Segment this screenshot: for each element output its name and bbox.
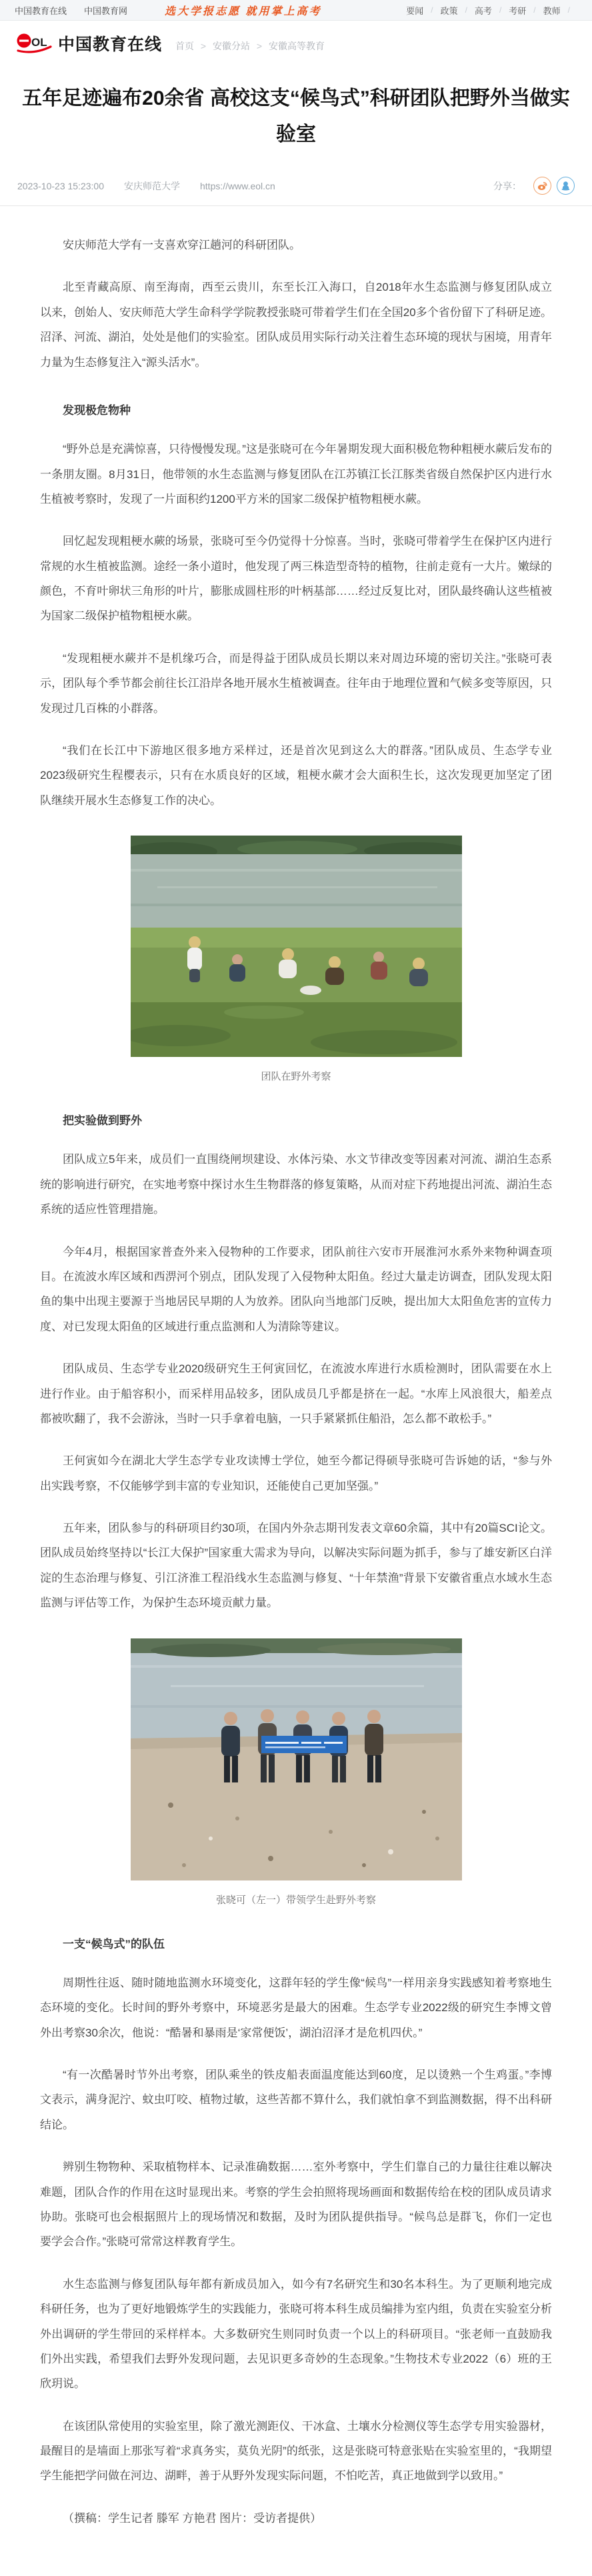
article-paragraph: 在该团队常使用的实验室里，除了激光测距仪、干冰盒、土壤水分检测仪等生态学专用实验器材，最醒目的是墙面上那张写着“求真务实，莫负光阴”的纸张，这是张晓可特意张贴在实验室里的，“我期望学生能把学问做在河边、湖畔，善于从野外发现实际问题，不怕吃苦，真正地做到学以致用。”	[40, 2419, 552, 2483]
article-paragraph: 周期性往返、随时随地监测水环境变化，这群年轻的学生像“候鸟”一样用亲身实践感知着考察地生态环境的变化。长时间的野外考察中，环境恶劣是最大的困难。生态学专业2022级的研究生李博文曾外出考察30余次，他说：“酷暑和暴雨是‘家常便饭’，湖泊沼泽才是危机四伏。”	[40, 1976, 552, 2039]
nav-separator: /	[499, 5, 502, 15]
nav-separator: /	[431, 5, 433, 15]
article-source: 安庆师范大学	[124, 180, 180, 191]
nav-separator: /	[567, 5, 570, 15]
breadcrumb-arrow: >	[200, 41, 207, 51]
article-paragraph: 今年4月，根据国家普查外来入侵物种的工作要求，团队前往六安市开展淮河水系外来物种调查项目。在流波水库区域和西淠河个别点，团队发现了入侵物种太阳鱼。经过大量走访调查，团队发现太阳鱼的集中出现主要源于当地居民早期的人为放养。团队向当地部门反映，提出加大太阳鱼危害的宣传力度、对已发现太阳鱼的区域进行重点监测和人为清除等建议。	[40, 1245, 552, 1333]
eol-logo[interactable]	[16, 31, 162, 55]
article-paragraph: 辨别生物物种、采取植物样本、记录准确数据……室外考察中，学生们靠自己的力量往往难以解决难题，团队合作的作用在这时显现出来。考察的学生会拍照将现场画面和数据传给在校的团队成员请求协助。张晓可也会根据照片上的现场情况和数据，及时为团队提供指导。“候鸟总是群飞，你们一定也要学会合作。”张晓可常常这样教育学生。	[40, 2161, 552, 2249]
share-label: 分享：	[493, 180, 521, 191]
top-bar	[0, 0, 592, 21]
article-paragraph: 王何寅如今在湖北大学生态学专业攻读博士学位，她至今都记得硕导张晓可告诉她的话，“参与外出实践考察，不仅能够学到丰富的专业知识，还能使自己更加坚强。”	[40, 1454, 552, 1492]
logo-text: 中国教育在线	[58, 35, 163, 54]
section-heading: 发现极危物种	[63, 403, 131, 417]
section-heading: 把实验做到野外	[63, 1114, 142, 1128]
topbar-link-edu-net[interactable]: 中国教育网	[84, 5, 128, 16]
slogan-banner[interactable]: 选大学报志愿 就用掌上高考	[165, 5, 322, 17]
breadcrumb-home[interactable]: 首页	[175, 41, 195, 51]
article-paragraph: 回忆起发现粗梗水蕨的场景，张晓可至今仍觉得十分惊喜。当时，张晓可带着学生在保护区内进行常规的水生植被监测。途经一条小道时，他发现了两三株造型奇特的植物，往前走竟有一大片。嫩绿的颜色，不育叶卵状三角形的叶片，膨胀成圆柱形的叶柄基部……经过反复比对，团队最终确认这些植被为国家二级保护植物粗梗水蕨。	[40, 535, 552, 623]
nav-item-kaoyan[interactable]: 考研	[509, 5, 527, 16]
article-paragraph: 团队成员、生态学专业2020级研究生王何寅回忆，在流波水库进行水质检测时，团队需要在水上进行作业。由于船容积小，而采样用品较多，团队成员几乎都是挤在一起。“水库上风浪很大，船差点都被吹翻了，我不会游泳，当时一只手拿着电脑，一只手紧紧抓住船沿，怎么都不敢松手。”	[40, 1362, 552, 1425]
share-bar	[493, 177, 575, 195]
nav-item-zhengce[interactable]: 政策	[440, 5, 458, 16]
group-photo	[131, 1638, 462, 1880]
article-paragraph: 北至青藏高原、南至海南，西至云贵川，东至长江入海口，自2018年水生态监测与修复团队成立以来，创始人、安庆师范大学生命科学学院教授张晓可带着学生们在全国20多个省份留下了科研足迹。沼泽、河流、湖泊，处处是他们的实验室。团队成员用实际行动关注着生态环境的现状与困境，用青年力量为生态修复注入“源头活水”。	[40, 281, 552, 369]
article-paragraph: 团队成立5年来，成员们一直围绕闸坝建设、水体污染、水文节律改变等因素对河流、湖泊生态系统的影响进行研究，在实地考察中探讨水生生物群落的修复策略，从而对症下药地提出河流、湖泊生态系统的适应性管理措施。	[40, 1153, 552, 1216]
article-paragraph: “我们在长江中下游地区很多地方采样过，还是首次见到这么大的群落。”团队成员、生态学专业2023级研究生程樱表示，只有在水质良好的区域，粗梗水蕨才会大面积生长，这次发现更加坚定了团队继续开展水生态修复工作的决心。	[40, 744, 552, 807]
article-body	[0, 206, 592, 2576]
qq-share-icon[interactable]	[557, 177, 575, 195]
breadcrumb-anhui-station[interactable]: 安徽分站	[212, 41, 250, 51]
nav-separator: /	[533, 5, 536, 15]
article-paragraph: （撰稿：学生记者 滕军 方艳君 图片：受访者提供）	[63, 2511, 322, 2525]
svg-text:OL: OL	[31, 36, 47, 49]
page-title: 五年足迹遍布20余省 高校这支“候鸟式”科研团队把野外当做实验室	[22, 87, 570, 145]
nav-item-yaowen[interactable]: 要闻	[406, 5, 424, 16]
breadcrumb-arrow: >	[256, 41, 263, 51]
nav-item-jiaoshi[interactable]: 教师	[543, 5, 561, 16]
team-banner	[261, 1736, 347, 1753]
article-photo-group	[40, 1638, 552, 1908]
field-survey-photo	[131, 836, 462, 1057]
nav-item-gaokao[interactable]: 高考	[474, 5, 492, 16]
article-paragraph: “发现粗梗水蕨并不是机缘巧合，而是得益于团队成员长期以来对周边环境的密切关注。”张晓可表示，团队每个季节都会前往长江沿岸各地开展水生植被调查。往年由于地理位置和气候多变等原因，只发现过几百株的小群落。	[40, 652, 552, 715]
article-paragraph: “有一次酷暑时节外出考察，团队乘坐的铁皮船表面温度能达到60度，足以烫熟一个生鸡蛋。”李博文表示，满身泥泞、蚊虫叮咬、植物过敏，这些苦都不算什么，我们就怕拿不到监测数据，得不出科研结论。	[40, 2069, 552, 2131]
publish-date: 2023-10-23 15:23:00	[17, 180, 104, 191]
article-paragraph: 水生态监测与修复团队每年都有新成员加入，如今有7名研究生和30名本科生。为了更顺利地完成科研任务，也为了更好地锻炼学生的实践能力，张晓可将本科生成员编排为室内组，负责在实验室分析外出调研的学生带回的采样样本。大多数研究生则同时负责一个以上的科研项目。“张老师一直鼓励我们外出实践，希望我们去野外发现问题，去见识更多奇妙的生态现象。”生物技术专业2022（6）班的王欣玥说。	[40, 2277, 552, 2391]
nav-separator: /	[465, 5, 467, 15]
section-heading: 一支“候鸟式”的队伍	[63, 1937, 165, 1951]
source-url-link[interactable]: https://www.eol.cn	[200, 180, 275, 191]
breadcrumb	[175, 39, 325, 53]
site-header	[0, 21, 592, 63]
weibo-share-icon[interactable]	[533, 177, 551, 195]
breadcrumb-anhui-higher-edu[interactable]: 安徽高等教育	[268, 41, 325, 51]
topbar-link-eol[interactable]: 中国教育在线	[15, 5, 67, 16]
photo-caption: 团队在野外考察	[261, 1071, 331, 1083]
article-paragraph: 安庆师范大学有一支喜欢穿江趟河的科研团队。	[63, 239, 301, 251]
person-figure	[187, 936, 202, 982]
article-paragraph: “野外总是充满惊喜，只待慢慢发现。”这是张晓可在今年暑期发现大面积极危物种粗梗水蕨后发布的一条朋友圈。8月31日，他带领的水生态监测与修复团队在江苏镇江长江豚类省级自然保护区内进行水生植被考察时，发现了一片面积约1200平方米的国家二级保护植物粗梗水蕨。	[40, 443, 552, 505]
photo-caption: 张晓可（左一）带领学生赴野外考察	[215, 1894, 376, 1906]
article-meta	[0, 173, 592, 206]
article-paragraph: 五年来，团队参与的科研项目约30项，在国内外杂志期刊发表文章60余篇，其中有20篇SCI论文。团队成员始终坚持以“长江大保护”国家重大需求为导向，以解决实际问题为抓手，参与了雄安新区白洋淀的生态治理与修复、引江济淮工程沿线水生态监测与修复、“十年禁渔”背景下安徽省重点水域水生态监测与评估等工作，为保护生态环境贡献力量。	[40, 1522, 552, 1610]
article-photo-field-survey	[40, 836, 552, 1085]
eol-logo-icon	[16, 33, 52, 54]
top-nav	[406, 4, 577, 17]
